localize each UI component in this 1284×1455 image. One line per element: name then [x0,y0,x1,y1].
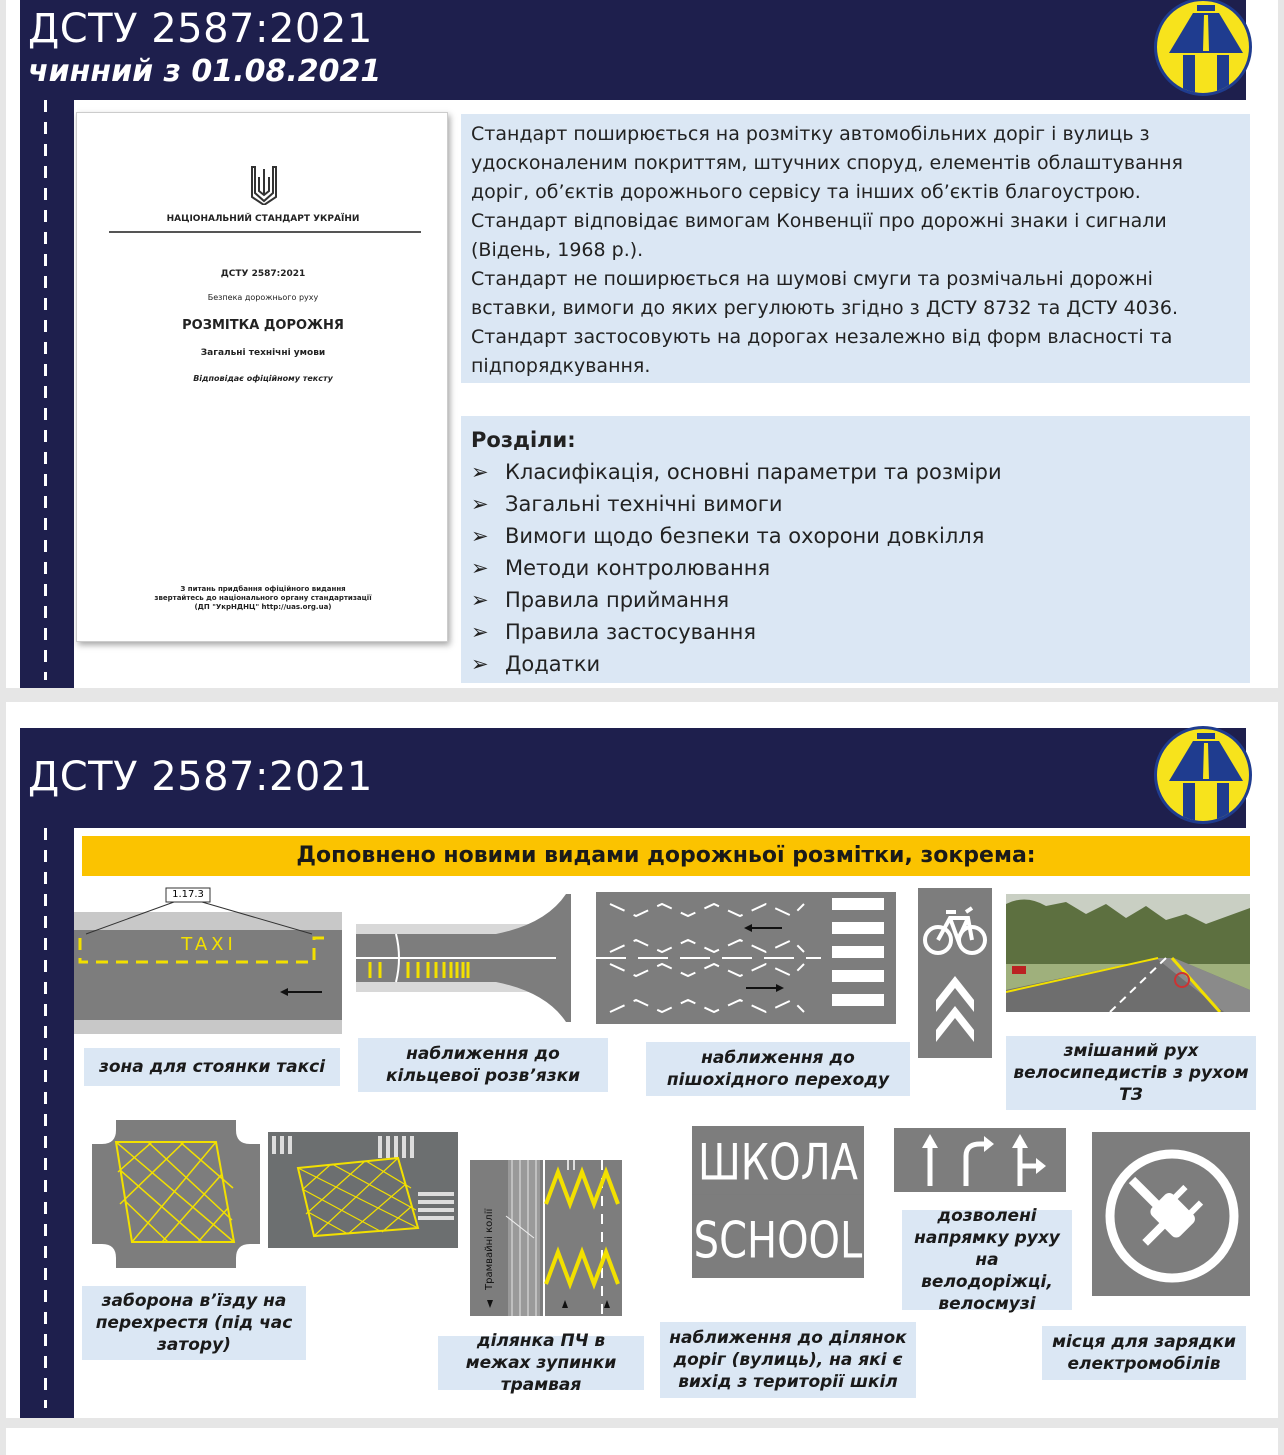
dashed-line [44,100,47,680]
slide-header [20,0,1246,100]
description-box [461,114,1250,383]
school-ua-text: ШКОЛА [692,1126,864,1209]
caption-taxi: зона для стоянки таксі [84,1048,340,1086]
bullet-arrow-icon: ➢ [471,492,489,516]
section-item [471,648,1240,680]
cover-header: НАЦІОНАЛЬНИЙ СТАНДАРТ УКРАЇНИ [166,214,360,224]
trident-emblem-icon [249,165,279,205]
section-label: Правила приймання [505,588,730,612]
tram-stop-image [470,1160,622,1316]
caption-roundabout: наближення до кільцевої розв’язки [358,1038,608,1092]
marking-code-label: 1.17.3 [172,889,204,900]
roundabout-approach-image [356,894,571,1022]
school-en-text: SCHOOL [692,1195,864,1278]
section-label: Класифікація, основні параметри та розміри [505,460,1002,484]
dashed-line [44,828,47,1408]
banner: Доповнено новими видами дорожньої розмітки, зокрема: [82,836,1250,876]
bullet-arrow-icon: ➢ [471,556,489,580]
bullet-arrow-icon: ➢ [471,620,489,644]
caption-mixed-traffic: змішаний рух велосипедистів з рухом ТЗ [1006,1036,1256,1110]
cover-rule [109,231,421,233]
slide-1 [6,0,1278,688]
cover-topic: Безпека дорожнього руху [207,293,319,302]
standard-cover-image [76,112,448,642]
crossing-approach-image [596,892,896,1024]
sections-box [461,416,1250,683]
cover-footer [77,585,449,612]
bullet-arrow-icon: ➢ [471,652,489,676]
slide-2 [6,702,1278,1418]
caption-bike-direction: дозволені напрямку руху на велодоріжці, велосмузі [902,1210,1072,1310]
section-label: Вимоги щодо безпеки та охорони довкілля [505,524,985,548]
section-item [471,584,1240,616]
slide-title: ДСТУ 2587:2021 [28,6,373,52]
intersection-photo [268,1132,458,1248]
tram-tracks-label: Трамвайні колії [484,1208,495,1290]
cover-footer-line: звертайтесь до національного органу стандартизації [154,594,372,602]
description-paragraph: Стандарт поширюється на розмітку автомобільних доріг і вулиць з удосконаленим покриттям, штучних споруд, елементів облаштування доріг, об’єктів дорожнього сервісу та інших об’єктів благоустрою. [471,123,1183,203]
logo-icon [1154,0,1252,96]
sections-title: Розділи: [471,428,576,452]
cover-code: ДСТУ 2587:2021 [220,269,306,279]
section-item [471,520,1240,552]
taxi-text: TAXI [181,934,237,955]
caption-crossing: наближення до пішохідного переходу [646,1042,910,1096]
slide-title: ДСТУ 2587:2021 [28,754,373,800]
taxi-zone-image [74,886,342,1034]
logo-icon [1154,726,1252,824]
section-label: Додатки [505,652,601,676]
slide-3 [6,1428,1278,1455]
box-junction-image [92,1120,260,1268]
left-sidebar-bar [20,828,74,1418]
cover-name: РОЗМІТКА ДОРОЖНЯ [182,318,344,333]
bicycle-marking-image [918,888,992,1058]
section-label: Правила застосування [505,620,756,644]
school-marking-image [692,1126,864,1278]
bullet-arrow-icon: ➢ [471,588,489,612]
left-sidebar-bar [20,100,74,688]
caption-ev-charging: місця для зарядки електромобілів [1042,1326,1246,1380]
section-item [471,616,1240,648]
description-paragraph: Стандарт відповідає вимогам Конвенції про дорожні знаки і сигнали (Відень, 1968 р.). [471,210,1167,261]
cover-footer-line: З питань придбання офіційного видання [180,585,346,593]
section-item [471,552,1240,584]
description-paragraph: Стандарт не поширюється на шумові смуги та розмічальні дорожні вставки, вимоги до яких регулюють згідно з ДСТУ 8732 та ДСТУ 4036. [471,268,1179,319]
bike-direction-arrows-image [894,1128,1066,1192]
cover-footer-line: (ДП "УкрНДНЦ" http://uas.org.ua) [194,603,332,611]
section-label: Загальні технічні вимоги [505,492,783,516]
caption-box-junction: заборона в’їзду на перехрестя (під час затору) [82,1286,306,1360]
caption-school: наближення до ділянок доріг (вулиць), на які є вихід з території шкіл [660,1322,916,1398]
description-paragraph: Стандарт застосовують на дорогах незалежно від форм власності та підпорядкування. [471,326,1173,377]
caption-tram: ділянка ПЧ в межах зупинки трамвая [438,1336,644,1390]
slide-subtitle: чинний з 01.08.2021 [28,54,382,89]
slide-header [20,728,1246,828]
section-item [471,488,1240,520]
section-item [471,456,1240,488]
section-label: Методи контролювання [505,556,771,580]
ev-charging-marking-image [1092,1132,1250,1296]
cover-sub: Загальні технічні умови [200,348,326,358]
cover-note: Відповідає офіційному тексту [193,374,333,383]
bullet-arrow-icon: ➢ [471,524,489,548]
mixed-traffic-photo [1006,894,1250,1012]
bullet-arrow-icon: ➢ [471,460,489,484]
